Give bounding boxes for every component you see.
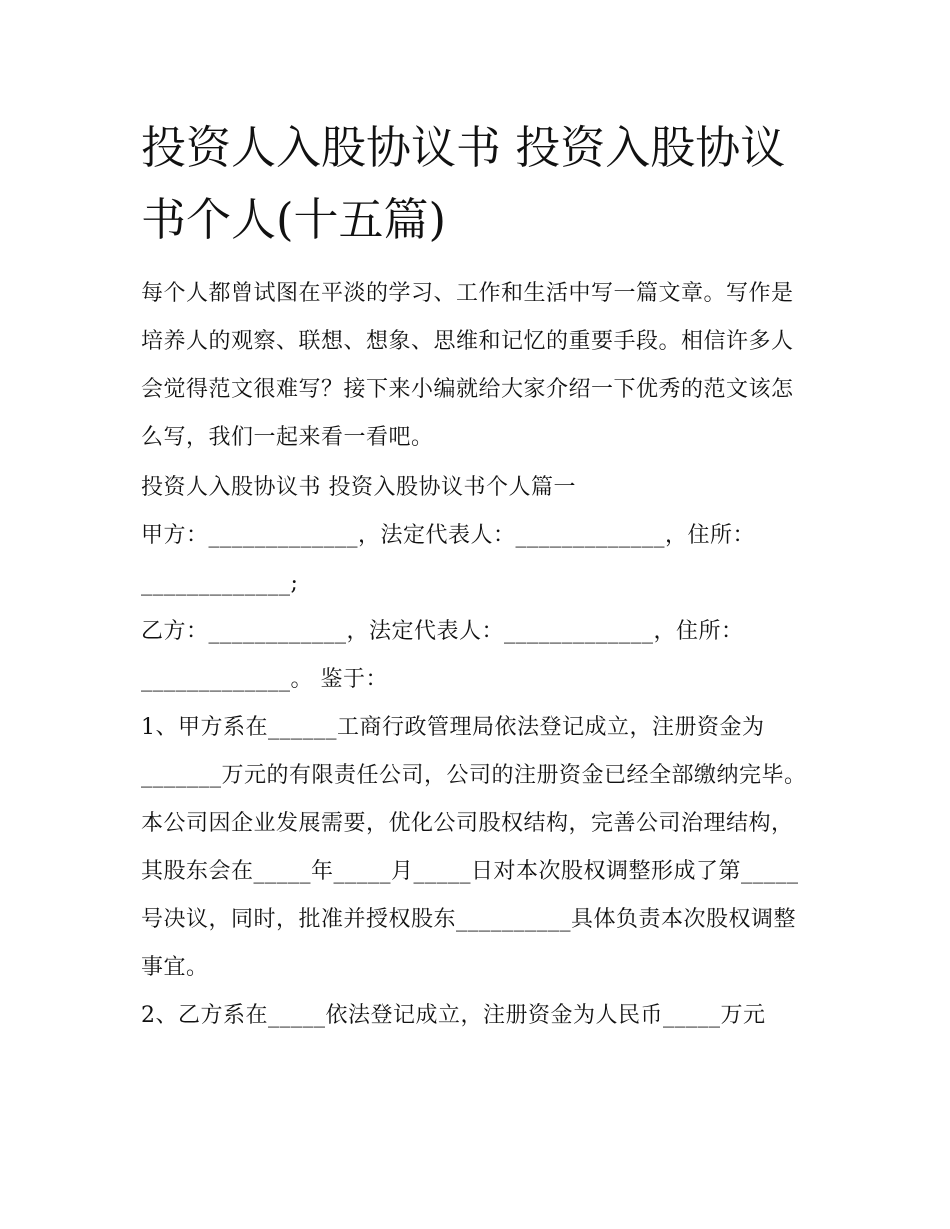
clause-1-paragraph: 1、甲方系在______工商行政管理局依法登记成立，注册资金为_______万元的有限责任公司，公司的注册资金已经全部缴纳完毕。本公司因企业发展需要，优化公司股权结构，完善公司治理结构，其股东会在_____年_____月_____日对本次股权调整形成了第_____号决议，同时，批准并授权股东__________具体负责本次股权调整事宜。 xyxy=(141,715,807,980)
document-title: 投资人入股协议书 投资入股协议书个人(十五篇) xyxy=(141,121,786,246)
section-heading: 投资人入股协议书 投资入股协议书个人篇一 xyxy=(141,475,576,500)
document-page xyxy=(141,112,813,1040)
party-a-paragraph: 甲方：_____________，法定代表人：_____________，住所：_____________; xyxy=(141,523,756,596)
party-b-paragraph: 乙方：____________，法定代表人：_____________，住所：_____________。 鉴于： xyxy=(141,619,744,692)
intro-paragraph: 每个人都曾试图在平淡的学习、工作和生活中写一篇文章。写作是培养人的观察、联想、想象、思维和记忆的重要手段。相信许多人会觉得范文很难写？接下来小编就给大家介绍一下优秀的范文该怎么写，我们一起来看一看吧。 xyxy=(141,281,794,450)
clause-2-paragraph: 2、乙方系在_____依法登记成立，注册资金为人民币_____万元 xyxy=(141,1003,766,1028)
